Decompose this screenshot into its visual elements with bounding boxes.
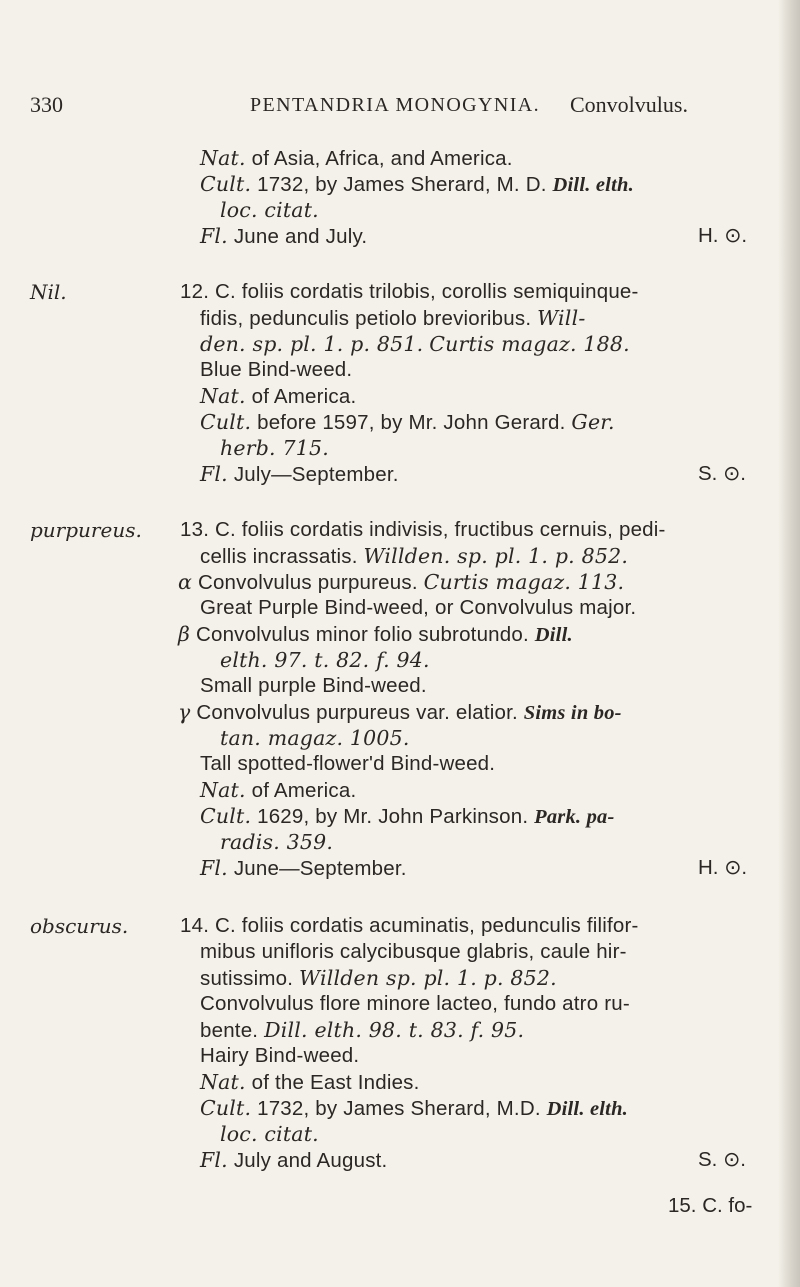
species-diagnosis: 14. C. foliis cordatis acuminatis, pedunculis filifor- <box>180 914 639 937</box>
catchword: 15. C. fo- <box>668 1194 753 1217</box>
flowering-line: Fl. July and August. <box>200 1148 388 1172</box>
common-name: Tall spotted-flower'd Bind-weed. <box>200 752 496 775</box>
common-name: Great Purple Bind-weed, or Convolvulus major. <box>200 596 637 619</box>
duration-mark: H. ⊙. <box>698 856 748 879</box>
cult-line: Cult. before 1597, by Mr. John Gerard. Ger. <box>200 410 615 434</box>
common-name: Small purple Bind-weed. <box>200 674 427 697</box>
page-edge-shadow <box>778 0 800 1287</box>
duration-mark: S. ⊙. <box>698 462 746 485</box>
species-diagnosis-cont: cellis incrassatis. Willden. sp. pl. 1. p. 852. <box>200 544 629 568</box>
genus-header: Convolvulus. <box>570 92 688 117</box>
species-margin-name: obscurus. <box>30 914 129 938</box>
cult-line: Cult. 1629, by Mr. John Parkinson. Park. pa- <box>200 804 615 828</box>
page-number: 330 <box>30 92 63 117</box>
species-margin-name: Nil. <box>30 280 67 304</box>
nat-line: Nat. of America. <box>200 778 357 802</box>
running-title: PENTANDRIA MONOGYNIA. <box>250 94 541 116</box>
reference-line: den. sp. pl. 1. p. 851. Curtis magaz. 188. <box>200 332 630 356</box>
species-diagnosis-cont: mibus unifloris calycibusque glabris, caule hir- <box>200 940 627 963</box>
flowering-line: Fl. June—September. <box>200 856 407 880</box>
reference-line: tan. magaz. 1005. <box>220 726 410 750</box>
loc-citat-line: loc. citat. <box>220 198 319 222</box>
reference-line: elth. 97. t. 82. f. 94. <box>220 648 430 672</box>
loc-citat-line: loc. citat. <box>220 1122 319 1146</box>
flowering-line: Fl. July—September. <box>200 462 399 486</box>
nat-line: Nat. of America. <box>200 384 357 408</box>
variety-gamma: γ Convolvulus purpureus var. elatior. Sims in bo- <box>178 700 622 724</box>
cult-line: Cult. 1732, by James Sherard, M.D. Dill. elth. <box>200 1096 628 1120</box>
synonym-line: Convolvulus flore minore lacteo, fundo atro ru- <box>200 992 630 1015</box>
species-margin-name: purpureus. <box>30 518 142 542</box>
variety-beta: β Convolvulus minor folio subrotundo. Dill. <box>178 622 573 646</box>
variety-alpha: α Convolvulus purpureus. Curtis magaz. 113. <box>178 570 625 594</box>
common-name: Blue Bind-weed. <box>200 358 353 381</box>
species-diagnosis: 12. C. foliis cordatis trilobis, corollis semiquinque- <box>180 280 639 303</box>
nat-line: Nat. of the East Indies. <box>200 1070 420 1094</box>
common-name: Hairy Bind-weed. <box>200 1044 360 1067</box>
synonym-line-cont: bente. Dill. elth. 98. t. 83. f. 95. <box>200 1018 525 1042</box>
nat-line: Nat. of Asia, Africa, and America. <box>200 146 513 170</box>
duration-mark: H. ⊙. <box>698 224 748 247</box>
reference-line: herb. 715. <box>220 436 329 460</box>
species-diagnosis-cont: fidis, pedunculis petiolo brevioribus. Will- <box>200 306 586 330</box>
duration-mark: S. ⊙. <box>698 1148 746 1171</box>
reference-line: radis. 359. <box>220 830 334 854</box>
species-diagnosis: 13. C. foliis cordatis indivisis, fructibus cernuis, pedi- <box>180 518 666 541</box>
species-diagnosis-cont: sutissimo. Willden sp. pl. 1. p. 852. <box>200 966 557 990</box>
cult-line: Cult. 1732, by James Sherard, M. D. Dill. elth. <box>200 172 634 196</box>
flowering-line: Fl. June and July. <box>200 224 368 248</box>
